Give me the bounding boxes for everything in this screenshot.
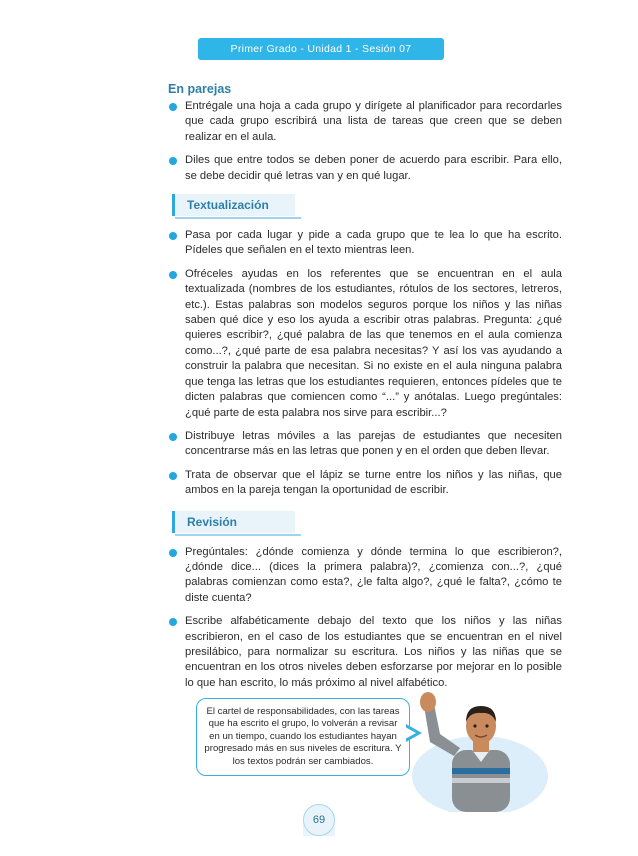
bullet-dot-icon: [169, 433, 177, 441]
pairs-heading: En parejas: [168, 82, 232, 96]
teacher-waving-illustration: [400, 684, 550, 812]
list-item: Entrégale una hoja a cada grupo y dirígete al planificador para recordarles que cada grupo escribirá una lista de tareas que creen que se deben realizar en el aula.: [168, 99, 562, 145]
page-number: 69: [303, 804, 335, 836]
bullet-dot-icon: [169, 232, 177, 240]
bullet-dot-icon: [169, 103, 177, 111]
textualizacion-section-tab: [172, 194, 295, 216]
page-content: [168, 82, 562, 699]
list-item: Trata de observar que el lápiz se turne entre los niños y las niñas, que ambos en la pareja tengan la oportunidad de escribir.: [168, 468, 562, 499]
bullet-dot-icon: [169, 472, 177, 480]
speech-bubble-text: El cartel de responsabilidades, con las tareas que ha escrito el grupo, lo volverán a revisar en un tiempo, cuando los estudiantes hayan progresado más en sus niveles de escritura. Y los textos podrán ser cambiados.: [204, 705, 402, 767]
unit-header-title: Primer Grado - Unidad 1 - Sesión 07: [230, 43, 412, 55]
unit-header-banner: [198, 38, 444, 60]
list-item: Escribe alfabéticamente debajo del texto que los niños y las niñas escribieron, en el caso de los estudiantes que se encuentran en el nivel presilábico, para normalizar su escritura. Los niños y las niñas que se encuentran en los otros niveles deben esforzarse por mejorar en lo posible lo que han escrito, lo más próximo al nivel alfabético.: [168, 614, 562, 691]
textualizacion-heading: Textualización: [187, 198, 269, 213]
speech-bubble: [196, 698, 410, 776]
bullet-dot-icon: [169, 271, 177, 279]
bullet-dot-icon: [169, 618, 177, 626]
bullet-dot-icon: [169, 157, 177, 165]
list-item: Distribuye letras móviles a las parejas de estudiantes que necesiten concentrarse más en las letras que ponen y en el orden que deben llevar.: [168, 429, 562, 460]
list-item: Diles que entre todos se deben poner de acuerdo para escribir. Para ello, se debe decidir qué letras van y en qué lugar.: [168, 153, 562, 184]
list-item: Pasa por cada lugar y pide a cada grupo que te lea lo que ha escrito. Pídeles que señalen en el texto mientras leen.: [168, 228, 562, 259]
list-item: Ofréceles ayudas en los referentes que se encuentran en el aula textualizada (nombres de los estudiantes, rótulos de los sectores, letreros, etc.). Estas palabras son modelos seguros porque los niños y las niñas saben qué dice y eso los ayuda a escribir otras palabras. Pregunta: ¿qué quieres escribir?, ¿qué palabra de las que tenemos en el aula comienza como...?, ¿qué parte de esa palabra necesitas? Y así los vas ayudando a construir la palabra que necesitan. Si no existe en el aula ninguna palabra que tenga las letras que los estudiantes requieren, entonces pídeles que te dicten palabras que comiencen como “...” y anótalas. Luego pregúntales: ¿qué parte de esta palabra nos sirve para escribir...?: [168, 267, 562, 421]
revision-heading: Revisión: [187, 514, 238, 529]
list-item: Pregúntales: ¿dónde comienza y dónde termina lo que escribieron?, ¿dónde dice... (dices la primera palabra)?, ¿comienza con...?, ¿qué palabras comienzan como esta?, ¿le falta algo?, ¿qué le falta?, ¿cómo te diste cuenta?: [168, 545, 562, 607]
bullet-dot-icon: [169, 549, 177, 557]
revision-section-tab: [172, 511, 295, 533]
